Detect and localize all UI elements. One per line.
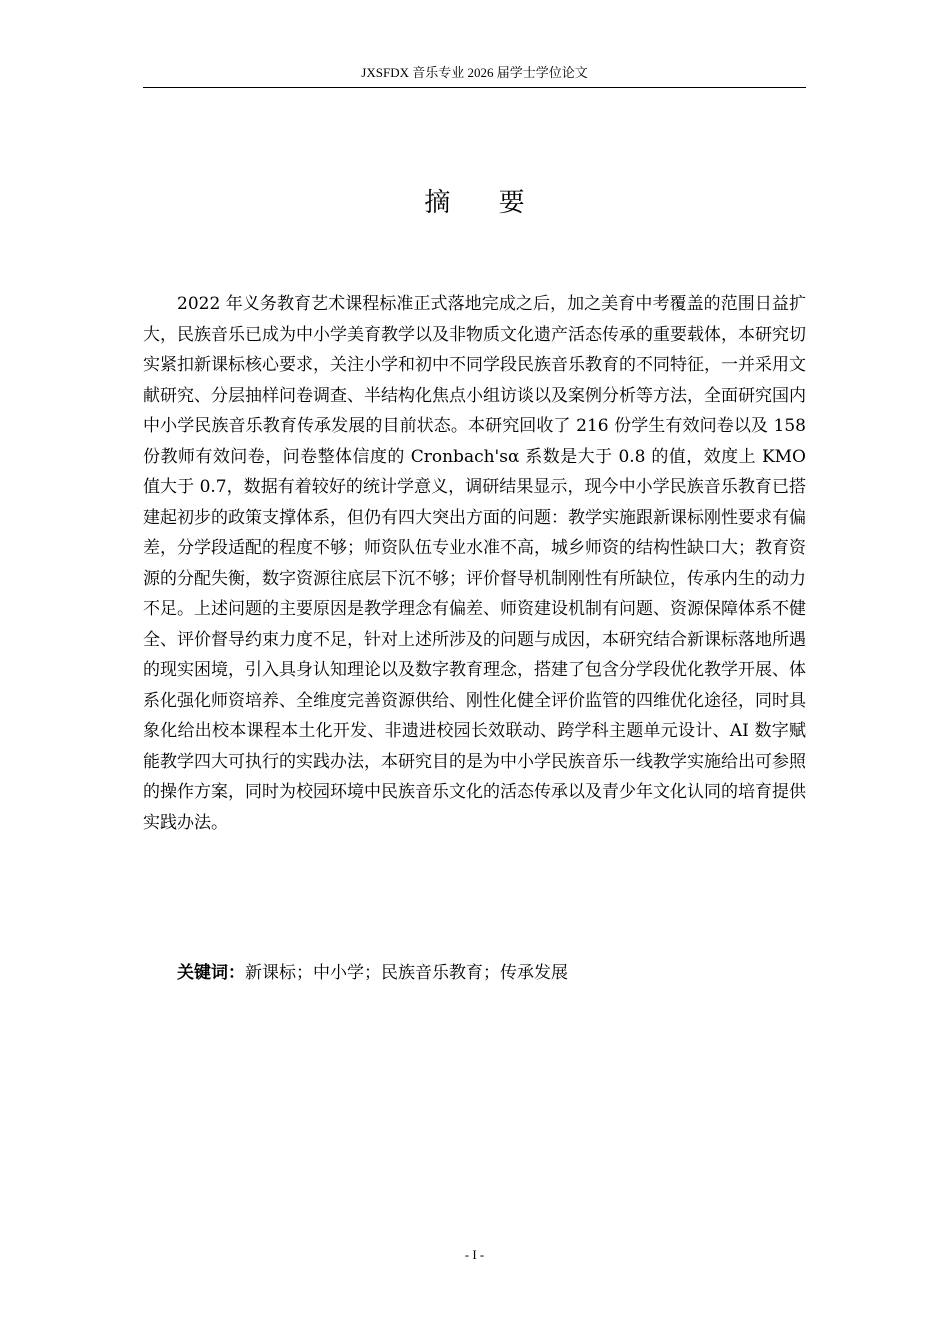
keywords-line — [177, 958, 806, 988]
abstract-title: 摘 要 — [424, 188, 545, 218]
keywords-value: 新课标；中小学；民族音乐教育；传承发展 — [245, 963, 568, 983]
page-number: - I - — [464, 1247, 485, 1262]
keywords-label: 关键词： — [177, 963, 245, 983]
abstract-body: 2022 年义务教育艺术课程标准正式落地完成之后，加之美育中考覆盖的范围日益扩大，民族音乐已成为中小学美育教学以及非物质文化遗产活态传承的重要载体，本研究切实紧扣新课标核心要求，关注小学和初中不同学段民族音乐教育的不同特征，一并采用文献研究、分层抽样问卷调查、半结构化焦点小组访谈以及案例分析等方法，全面研究国内中小学民族音乐教育传承发展的目前状态。本研究回收了 216 份学生有效问卷以及 158 份教师有效问卷，问卷整体信度的 Cronbach'sα 系数是大于 0.8 的值，效度上 KMO 值大于 0.7，数据有着较好的统计学意义，调研结果显示，现今中小学民族音乐教育已搭建起初步的政策支撑体系，但仍有四大突出方面的问题：教学实施跟新课标刚性要求有偏差，分学段适配的程度不够；师资队伍专业水准不高，城乡师资的结构性缺口大；教育资源的分配失衡，数字资源往底层下沉不够；评价督导机制刚性有所缺位，传承内生的动力不足。上述问题的主要原因是教学理念有偏差、师资建设机制有问题、资源保障体系不健全、评价督导约束力度不足，针对上述所涉及的问题与成因，本研究结合新课标落地所遇的现实困境，引入具身认知理论以及数字教育理念，搭建了包含分学段优化教学开展、体系化强化师资培养、全维度完善资源供给、刚性化健全评价监管的四维优化途径，同时具象化给出校本课程本土化开发、非遗进校园长效联动、跨学科主题单元设计、AI 数字赋能教学四大可执行的实践办法，本研究目的是为中小学民族音乐一线教学实施给出可参照的操作方案，同时为校园环境中民族音乐文化的活态传承以及青少年文化认同的培育提供实践办法。 — [143, 294, 806, 833]
page-header: JXSFDX 音乐专业 2026 届学士学位论文 — [143, 63, 806, 88]
